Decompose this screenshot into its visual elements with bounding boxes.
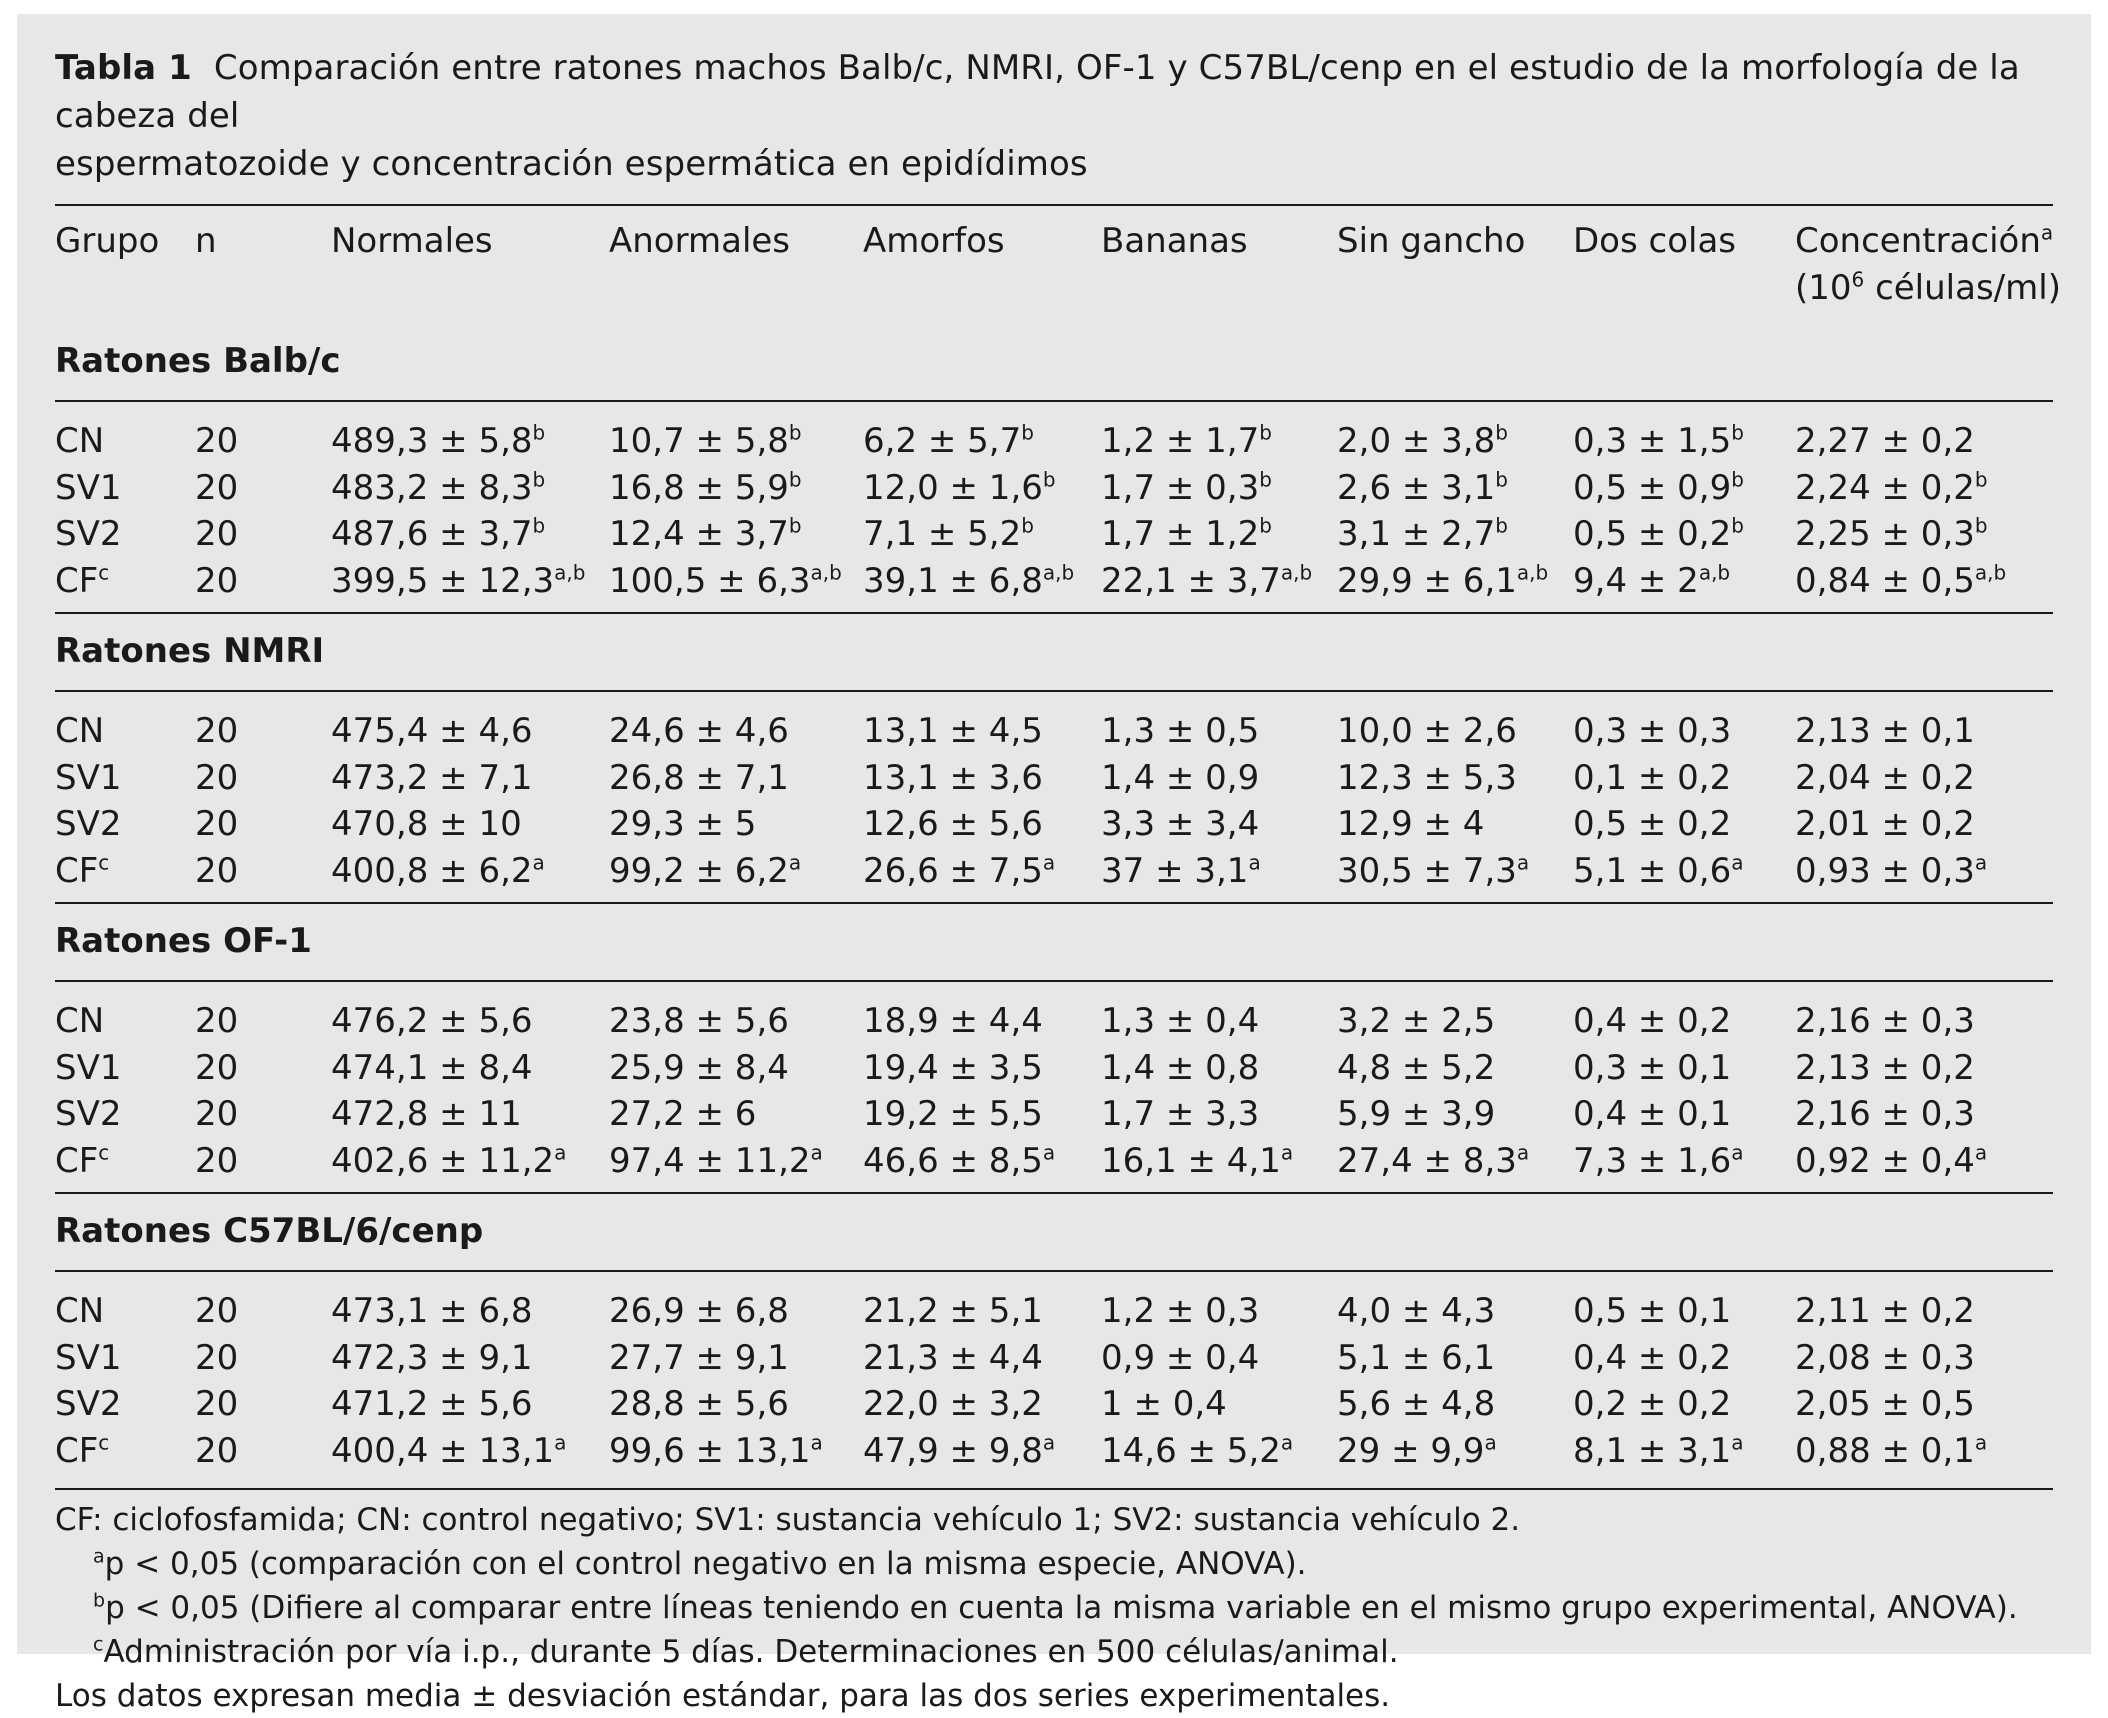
table-cell: 28,8 ± 5,6 (609, 1384, 789, 1424)
table-cell: 30,5 ± 7,3$^a$ (1337, 850, 1530, 891)
table-row (55, 1138, 2053, 1185)
table-panel (17, 14, 2091, 1714)
table-cell: 2,16 ± 0,3 (1795, 1001, 1975, 1041)
table-cell: 2,08 ± 0,3 (1795, 1337, 1975, 1378)
table-cell: 27,2 ± 6 (609, 1094, 757, 1134)
cell-grupo: SV2 (55, 1094, 122, 1134)
table-cell: 2,11 ± 0,2 (1795, 1291, 1975, 1331)
table-cell: 26,6 ± 7,5$^a$ (863, 850, 1056, 891)
table-cell: 2,27 ± 0,2 (1795, 421, 1975, 461)
header-dos-colas: Dos colas (1573, 221, 1736, 261)
table-cell: 99,2 ± 6,2$^a$ (609, 850, 802, 891)
table-cell: 12,6 ± 5,6 (863, 804, 1043, 844)
cell-grupo: SV2 (55, 804, 122, 844)
cell-n: 20 (195, 467, 239, 508)
table-row (55, 418, 2053, 465)
table-cell: 1,7 ± 1,2$^b$ (1101, 513, 1272, 554)
cell-grupo: CN (55, 711, 105, 751)
table-cell: 14,6 ± 5,2$^a$ (1101, 1430, 1294, 1471)
data-table (55, 206, 2061, 1482)
footnotes (55, 1490, 2053, 1718)
header-n: n (195, 221, 217, 261)
cell-grupo: $CF^c$ (55, 850, 110, 891)
table-cell: 3,2 ± 2,5 (1337, 1001, 1496, 1041)
table-cell: 47,9 ± 9,8$^a$ (863, 1430, 1056, 1471)
table-cell: 13,1 ± 4,5 (863, 711, 1043, 751)
cell-grupo: SV1 (55, 1047, 122, 1088)
table-row (55, 848, 2053, 895)
table-cell: 2,01 ± 0,2 (1795, 804, 1975, 844)
table-cell: 12,3 ± 5,3 (1337, 757, 1517, 798)
table-cell: 1,3 ± 0,4 (1101, 1001, 1260, 1041)
table-cell: 24,6 ± 4,6 (609, 711, 789, 751)
cell-n: 20 (195, 850, 239, 891)
section-header: Ratones OF-1 (55, 903, 2053, 981)
table-cell: 97,4 ± 11,2$^a$ (609, 1140, 823, 1181)
header-concentracion: Concentración$^a$ (1795, 220, 2054, 261)
table-cell: $29,9 \pm 6,1^{a,b}$ (1337, 560, 1549, 601)
cell-grupo: SV1 (55, 757, 122, 798)
header-grupo: Grupo (55, 221, 160, 261)
cell-n: 20 (195, 1140, 239, 1181)
cell-n: 20 (195, 1094, 239, 1134)
table-cell: 12,4 ± 3,7$^b$ (609, 513, 802, 554)
table-cell: 2,25 ± 0,3$^b$ (1795, 513, 1988, 554)
table-cell: 2,16 ± 0,3 (1795, 1094, 1975, 1134)
table-cell: 21,3 ± 4,4 (863, 1337, 1043, 1378)
table-cell: 0,4 ± 0,1 (1573, 1094, 1732, 1134)
table-cell: 16,1 ± 4,1$^a$ (1101, 1140, 1294, 1181)
table-cell: 46,6 ± 8,5$^a$ (863, 1140, 1056, 1181)
header-anormales: Anormales (609, 221, 791, 261)
cell-n: 20 (195, 560, 239, 601)
table-number: Tabla 1 (55, 48, 192, 88)
table-cell: 472,8 ± 11 (331, 1094, 522, 1134)
table-cell: 0,5 ± 0,2 (1573, 804, 1732, 844)
cell-n: 20 (195, 1047, 239, 1088)
table-cell: 0,3 ± 0,3 (1573, 711, 1732, 751)
table-row (55, 1335, 2053, 1382)
table-cell: 99,6 ± 13,1$^a$ (609, 1430, 823, 1471)
table-row (55, 1428, 2053, 1475)
table-cell: 2,24 ± 0,2$^b$ (1795, 467, 1988, 508)
table-cell: 487,6 ± 3,7$^b$ (331, 513, 546, 554)
table-cell: $0,84 \pm 0,5^{a,b}$ (1795, 560, 2007, 601)
table-cell: 4,0 ± 4,3 (1337, 1291, 1496, 1331)
table-cell: 5,1 ± 0,6$^a$ (1573, 850, 1744, 891)
cell-n: 20 (195, 804, 239, 844)
table-cell: 1 ± 0,4 (1101, 1384, 1227, 1424)
table-cell: 1,2 ± 0,3 (1101, 1291, 1260, 1331)
table-cell: 1,4 ± 0,8 (1101, 1047, 1260, 1088)
table-cell: 13,1 ± 3,6 (863, 757, 1043, 798)
table-cell: 5,6 ± 4,8 (1337, 1384, 1496, 1424)
table-cell: 5,9 ± 3,9 (1337, 1094, 1496, 1134)
table-cell: 1,2 ± 1,7$^b$ (1101, 420, 1272, 461)
table-cell: 475,4 ± 4,6 (331, 711, 533, 751)
section-header: Ratones C57BL/6/cenp (55, 1193, 2053, 1271)
table-cell: 471,2 ± 5,6 (331, 1384, 533, 1424)
table-cell: 2,13 ± 0,1 (1795, 711, 1975, 751)
caption-line-2: espermatozoide y concentración espermática en epidídimos (55, 144, 1088, 184)
table-cell: 0,1 ± 0,2 (1573, 757, 1732, 798)
table-cell: 1,3 ± 0,5 (1101, 711, 1260, 751)
cell-grupo: $CF^c$ (55, 560, 110, 601)
table-cell: 0,9 ± 0,4 (1101, 1337, 1260, 1378)
table-cell: 2,13 ± 0,2 (1795, 1047, 1975, 1088)
table-cell: 16,8 ± 5,9$^b$ (609, 467, 802, 508)
table-cell: 2,0 ± 3,8$^b$ (1337, 420, 1508, 461)
table-cell: $39,1 \pm 6,8^{a,b}$ (863, 560, 1075, 601)
table-cell: 29,3 ± 5 (609, 804, 757, 844)
table-cell: 26,9 ± 6,8 (609, 1291, 789, 1331)
table-row (55, 1381, 2053, 1428)
table-cell: $9,4 \pm 2^{a,b}$ (1573, 560, 1731, 601)
table-cell: 0,4 ± 0,2 (1573, 1001, 1732, 1041)
footnote-b: $^b$p < 0,05 (Difiere al comparar entre líneas teniendo en cuenta la misma variable en el mismo grupo experimental, ANOVA). (93, 1589, 2018, 1626)
table-cell: 29 ± 9,9$^a$ (1337, 1430, 1497, 1471)
table-cell: $100,5 \pm 6,3^{a,b}$ (609, 560, 842, 601)
cell-grupo: $CF^c$ (55, 1140, 110, 1181)
table-row (55, 465, 2053, 512)
table-row (55, 708, 2053, 755)
table-cell: 0,5 ± 0,2$^b$ (1573, 513, 1744, 554)
caption-line-1: Comparación entre ratones machos Balb/c, NMRI, OF-1 y C57BL/cenp en el estudio de la morfología de la cabeza del (55, 48, 2020, 136)
table-cell: 402,6 ± 11,2$^a$ (331, 1140, 567, 1181)
cell-n: 20 (195, 757, 239, 798)
footnote-abbrev: CF: ciclofosfamida; CN: control negativo; SV1: sustancia vehículo 1; SV2: sustancia vehículo 2. (55, 1502, 1521, 1538)
table-cell: 483,2 ± 8,3$^b$ (331, 467, 546, 508)
footnote-c: $^c$Administración por vía i.p., durante 5 días. Determinaciones en 500 células/animal. (93, 1633, 1399, 1670)
table-body (55, 324, 2053, 1482)
table-cell: $399,5 \pm 12,3^{a,b}$ (331, 560, 586, 601)
table-cell: 18,9 ± 4,4 (863, 1001, 1043, 1041)
table-cell: 1,4 ± 0,9 (1101, 757, 1260, 798)
cell-n: 20 (195, 1337, 239, 1378)
table-cell: 3,3 ± 3,4 (1101, 804, 1260, 844)
cell-n: 20 (195, 514, 239, 554)
table-cell: 37 ± 3,1$^a$ (1101, 850, 1261, 891)
cell-n: 20 (195, 1291, 239, 1331)
table-cell: 23,8 ± 5,6 (609, 1001, 789, 1041)
table-cell: 7,1 ± 5,2$^b$ (863, 513, 1034, 554)
table-cell: 25,9 ± 8,4 (609, 1047, 789, 1088)
table-row (55, 558, 2053, 605)
table-cell: 0,92 ± 0,4$^a$ (1795, 1140, 1988, 1181)
table-cell: 10,0 ± 2,6 (1337, 711, 1517, 751)
table-cell: 0,3 ± 0,1 (1573, 1047, 1732, 1088)
header-sin-gancho: Sin gancho (1337, 221, 1526, 261)
table-cell: 19,4 ± 3,5 (863, 1047, 1043, 1088)
table-row (55, 801, 2053, 848)
table-cell: 473,2 ± 7,1 (331, 757, 533, 798)
table-cell: 8,1 ± 3,1$^a$ (1573, 1430, 1744, 1471)
table-cell: $22,1 \pm 3,7^{a,b}$ (1101, 560, 1313, 601)
table-cell: 470,8 ± 10 (331, 804, 522, 844)
table-row (55, 511, 2053, 558)
table-cell: 6,2 ± 5,7$^b$ (863, 420, 1034, 461)
table-cell: 0,93 ± 0,3$^a$ (1795, 850, 1988, 891)
footnote-a: $^a$p < 0,05 (comparación con el control negativo en la misma especie, ANOVA). (93, 1545, 1307, 1582)
cell-grupo: CN (55, 1291, 105, 1331)
table-cell: 4,8 ± 5,2 (1337, 1047, 1496, 1088)
table-cell: 1,7 ± 3,3 (1101, 1094, 1260, 1134)
table-cell: 21,2 ± 5,1 (863, 1291, 1043, 1331)
table-cell: 473,1 ± 6,8 (331, 1291, 533, 1331)
table-cell: 12,9 ± 4 (1337, 804, 1485, 844)
table-cell: 0,3 ± 1,5$^b$ (1573, 420, 1744, 461)
table-cell: 12,0 ± 1,6$^b$ (863, 467, 1056, 508)
cell-n: 20 (195, 1384, 239, 1424)
cell-grupo: SV2 (55, 1384, 122, 1424)
header-concentracion-units: ($10^6$ células/ml) (1795, 267, 2061, 308)
table-caption (55, 44, 2053, 188)
cell-n: 20 (195, 1430, 239, 1471)
cell-grupo: SV2 (55, 514, 122, 554)
cell-grupo: SV1 (55, 1337, 122, 1378)
table-cell: 0,5 ± 0,9$^b$ (1573, 467, 1744, 508)
table-row (55, 998, 2053, 1045)
cell-n: 20 (195, 1001, 239, 1041)
table-row (55, 755, 2053, 802)
table-cell: 474,1 ± 8,4 (331, 1047, 533, 1088)
table-cell: 19,2 ± 5,5 (863, 1094, 1043, 1134)
table-cell: 2,05 ± 0,5 (1795, 1384, 1975, 1424)
table-cell: 27,7 ± 9,1 (609, 1337, 789, 1378)
cell-grupo: CN (55, 421, 105, 461)
table-cell: 10,7 ± 5,8$^b$ (609, 420, 802, 461)
cell-grupo: $CF^c$ (55, 1430, 110, 1471)
cell-grupo: CN (55, 1001, 105, 1041)
table-cell: 0,4 ± 0,2 (1573, 1337, 1732, 1378)
cell-n: 20 (195, 711, 239, 751)
table-cell: 0,88 ± 0,1$^a$ (1795, 1430, 1988, 1471)
table-cell: 2,6 ± 3,1$^b$ (1337, 467, 1508, 508)
table-cell: 26,8 ± 7,1 (609, 757, 789, 798)
table-cell: 0,5 ± 0,1 (1573, 1291, 1732, 1331)
table-cell: 7,3 ± 1,6$^a$ (1573, 1140, 1744, 1181)
table-cell: 3,1 ± 2,7$^b$ (1337, 513, 1508, 554)
table-row (55, 1091, 2053, 1138)
table-header (55, 206, 2061, 324)
header-amorfos: Amorfos (863, 221, 1005, 261)
table-row (55, 1288, 2053, 1335)
cell-n: 20 (195, 421, 239, 461)
table-cell: 27,4 ± 8,3$^a$ (1337, 1140, 1530, 1181)
header-normales: Normales (331, 221, 493, 261)
table-cell: 2,04 ± 0,2 (1795, 757, 1975, 798)
header-bananas: Bananas (1101, 221, 1248, 261)
table-cell: 1,7 ± 0,3$^b$ (1101, 467, 1272, 508)
table-cell: 22,0 ± 3,2 (863, 1384, 1043, 1424)
table-row (55, 1045, 2053, 1092)
table-cell: 476,2 ± 5,6 (331, 1001, 533, 1041)
table-cell: 472,3 ± 9,1 (331, 1337, 533, 1378)
table-cell: 0,2 ± 0,2 (1573, 1384, 1732, 1424)
section-header: Ratones NMRI (55, 613, 2053, 691)
table-cell: 400,8 ± 6,2$^a$ (331, 850, 545, 891)
footnote-final: Los datos expresan media ± desviación estándar, para las dos series experimentales. (55, 1678, 1391, 1714)
section-header: Ratones Balb/c (55, 324, 2053, 401)
table-cell: 5,1 ± 6,1 (1337, 1337, 1496, 1378)
cell-grupo: SV1 (55, 467, 122, 508)
table-cell: 400,4 ± 13,1$^a$ (331, 1430, 567, 1471)
table-cell: 489,3 ± 5,8$^b$ (331, 420, 546, 461)
